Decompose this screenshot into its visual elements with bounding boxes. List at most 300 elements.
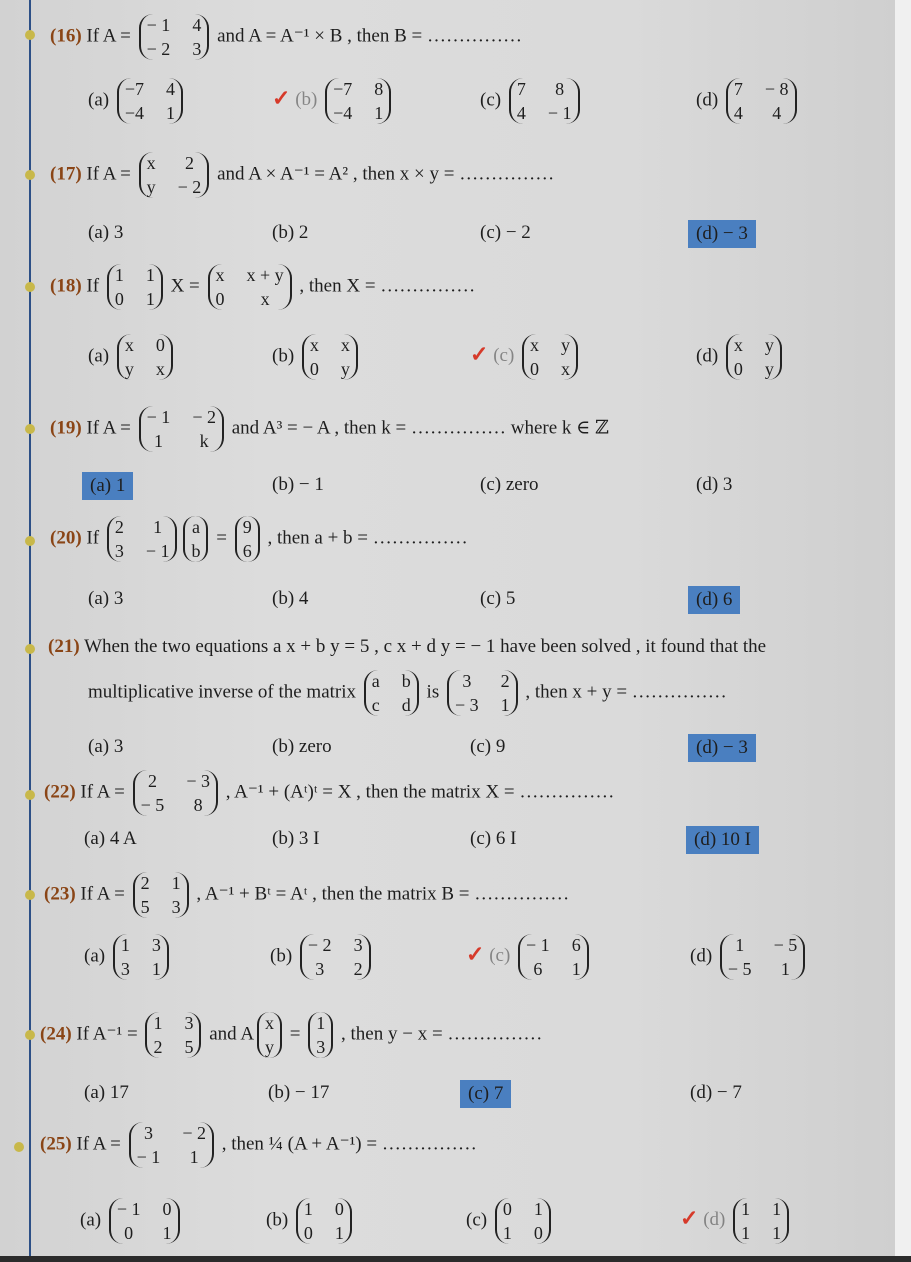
- matrix-entry: 4: [166, 79, 175, 99]
- matrix-entry: 4: [772, 103, 782, 123]
- matrix-entry: 3: [120, 959, 130, 979]
- matrix-entry: 3: [353, 935, 363, 955]
- matrix-entry: y: [340, 359, 350, 379]
- check-mark-icon: ✓: [470, 341, 489, 367]
- matrix-entry: x: [309, 335, 319, 355]
- text: (c): [480, 474, 502, 495]
- option-matrix: [325, 78, 391, 124]
- bullet-icon: [25, 644, 35, 654]
- text: (24): [40, 1023, 72, 1045]
- option-a[interactable]: [84, 828, 137, 850]
- text: , A⁻¹ + Bᵗ = Aᵗ , then the matrix B = ……………: [196, 883, 570, 905]
- option-d-highlighted[interactable]: [688, 734, 756, 762]
- matrix-entry: − 1: [146, 407, 171, 427]
- text: 3: [113, 588, 124, 609]
- matrix-entry: 2: [140, 873, 150, 893]
- text: − 7: [716, 1082, 742, 1103]
- bullet-icon: [25, 790, 35, 800]
- question-stem: [40, 1012, 542, 1058]
- option-b[interactable]: [272, 736, 332, 758]
- matrix-entry: 1: [303, 1199, 313, 1219]
- option-matrix: [726, 334, 782, 380]
- option-a[interactable]: [80, 1198, 183, 1244]
- vector-constants: [235, 516, 260, 562]
- text: (d): [690, 945, 713, 967]
- matrix-entry: 2: [114, 517, 124, 537]
- matrix-a: [133, 770, 218, 816]
- option-c[interactable]: [470, 736, 505, 758]
- text: (d): [694, 829, 717, 850]
- text: (d): [696, 345, 719, 367]
- matrix-entry: 1: [741, 1223, 751, 1243]
- text: (b): [272, 222, 295, 243]
- question-stem: [50, 264, 475, 310]
- matrix-entry: 1: [533, 1199, 543, 1219]
- matrix-entry: 1: [780, 959, 790, 979]
- matrix-entry: − 5: [727, 959, 752, 979]
- matrix-entry: 1: [735, 935, 745, 955]
- matrix-entry: − 2: [307, 935, 332, 955]
- matrix-entry: 7: [733, 79, 743, 99]
- text: If A =: [80, 781, 125, 803]
- matrix-entry: 1: [145, 265, 155, 285]
- bullet-icon: [25, 424, 35, 434]
- matrix-entry: − 2: [192, 407, 216, 427]
- text: (b): [272, 474, 295, 495]
- matrix-entry: 3: [171, 897, 181, 917]
- text: (a): [90, 475, 112, 496]
- text: 4 A: [109, 828, 137, 849]
- matrix-entry: x: [155, 359, 165, 379]
- option-matrix: [296, 1198, 352, 1244]
- option-c[interactable]: [480, 474, 539, 496]
- text: 3: [722, 474, 733, 495]
- matrix-entry: 0: [334, 1199, 344, 1219]
- matrix-entry: − 2: [182, 1123, 206, 1143]
- matrix-entry: 6: [242, 541, 252, 561]
- option-c[interactable]: [470, 334, 581, 380]
- text: (a): [84, 1082, 106, 1103]
- matrix-entry: y: [764, 335, 774, 355]
- matrix-entry: 0: [309, 359, 319, 379]
- text: multiplicative inverse of the matrix: [88, 681, 357, 703]
- text: (d): [703, 1209, 726, 1231]
- matrix-entry: 1: [166, 103, 175, 123]
- matrix-entry: x + y: [246, 265, 284, 285]
- matrix-entry: − 1: [547, 103, 572, 123]
- matrix-entry: 8: [193, 795, 203, 815]
- question-stem: [50, 406, 609, 452]
- text: If A =: [86, 25, 131, 47]
- matrix-entry: 0: [303, 1223, 313, 1243]
- option-b[interactable]: [268, 1082, 329, 1104]
- matrix-entry: − 8: [764, 79, 789, 99]
- text: , then x + y = ……………: [525, 681, 727, 703]
- option-c[interactable]: [470, 828, 516, 850]
- vector-unknowns: [183, 516, 208, 562]
- text: 6: [722, 589, 733, 610]
- matrix-entry: 5: [184, 1037, 194, 1057]
- matrix-entry: 1: [114, 265, 124, 285]
- matrix-entry: 1: [145, 289, 155, 309]
- text: 4: [298, 588, 309, 609]
- option-d[interactable]: [696, 334, 785, 380]
- question-stem: [40, 1122, 477, 1168]
- option-matrix: [518, 934, 589, 980]
- option-b[interactable]: [272, 334, 361, 380]
- matrix-entry: 1: [171, 873, 181, 893]
- option-a[interactable]: [88, 334, 176, 380]
- text: and A³ = − A , then k = …………… where k ∈ ℤ: [231, 417, 609, 439]
- matrix-entry: 0: [533, 1223, 543, 1243]
- option-b[interactable]: [272, 588, 308, 610]
- matrix-inverse: [447, 670, 518, 716]
- matrix-entry: 3: [143, 1123, 153, 1143]
- matrix-entry: − 1: [145, 541, 170, 561]
- matrix-entry: −4: [124, 103, 144, 123]
- matrix-entry: x: [733, 335, 743, 355]
- option-matrix: [113, 934, 169, 980]
- matrix-entry: a: [191, 517, 200, 537]
- matrix-entry: 1: [316, 1013, 326, 1033]
- option-b[interactable]: [272, 78, 394, 124]
- text: (a): [84, 828, 106, 849]
- text: (16): [50, 25, 82, 47]
- page-edge: [895, 0, 911, 1262]
- question-stem: [50, 516, 468, 562]
- text: 5: [505, 588, 516, 609]
- matrix-entry: 1: [374, 103, 384, 123]
- text: (b): [272, 588, 295, 609]
- text: and A × A⁻¹ = A² , then x × y = ……………: [217, 163, 555, 185]
- text: zero: [505, 474, 539, 495]
- text: , then X = ……………: [299, 275, 476, 297]
- matrix-right: [208, 264, 292, 310]
- matrix-entry: 0: [215, 289, 225, 309]
- matrix-coeff: [107, 516, 178, 562]
- option-c[interactable]: [480, 78, 583, 124]
- option-a[interactable]: [84, 1082, 129, 1104]
- option-matrix: [726, 78, 797, 124]
- option-matrix: [117, 334, 173, 380]
- bullet-icon: [25, 282, 35, 292]
- matrix-entry: 2: [147, 771, 157, 791]
- matrix-entry: 3: [192, 39, 202, 59]
- text: If A⁻¹ =: [76, 1023, 138, 1045]
- option-c[interactable]: [466, 934, 592, 980]
- matrix-entry: 1: [120, 935, 130, 955]
- matrix-entry: 0: [162, 1199, 172, 1219]
- text: 2: [298, 222, 309, 243]
- text: − 3: [722, 737, 748, 758]
- matrix-entry: − 5: [140, 795, 165, 815]
- text: (d): [696, 223, 719, 244]
- matrix-entry: k: [199, 431, 209, 451]
- text: (20): [50, 527, 82, 549]
- matrix-entry: 1: [741, 1199, 751, 1219]
- matrix-entry: y: [146, 177, 156, 197]
- option-matrix: [300, 934, 371, 980]
- text: − 3: [722, 223, 748, 244]
- matrix-entry: − 2: [177, 177, 202, 197]
- matrix-entry: 5: [140, 897, 150, 917]
- matrix-entry: b: [401, 671, 411, 691]
- matrix-entry: − 2: [146, 39, 171, 59]
- matrix-entry: X =: [170, 275, 200, 297]
- text: 17: [109, 1082, 129, 1103]
- option-b[interactable]: [272, 474, 324, 496]
- matrix-entry: b: [191, 541, 201, 561]
- text: 1: [115, 475, 126, 496]
- matrix-entry: 0: [530, 359, 540, 379]
- option-d[interactable]: [680, 1198, 792, 1244]
- matrix-a: [139, 152, 210, 198]
- bullet-icon: [25, 536, 35, 546]
- option-b[interactable]: [272, 828, 319, 850]
- option-d[interactable]: [696, 474, 732, 496]
- matrix-entry: and A: [209, 1023, 255, 1045]
- text: If: [86, 275, 100, 297]
- option-c[interactable]: [466, 1198, 554, 1244]
- text: (c): [493, 345, 515, 367]
- text: (b): [268, 1082, 291, 1103]
- text: 6 I: [495, 828, 517, 849]
- option-c[interactable]: [480, 588, 515, 610]
- matrix-entry: y: [764, 359, 774, 379]
- option-a-highlighted[interactable]: [82, 472, 133, 500]
- matrix-entry: x: [561, 359, 571, 379]
- text: and A = A⁻¹ × B , then B = ……………: [217, 25, 522, 47]
- text: , A⁻¹ + (Aᵗ)ᵗ = X , then the matrix X = ……………: [225, 781, 615, 803]
- check-mark-icon: ✓: [272, 85, 291, 111]
- text: If: [86, 527, 100, 549]
- text: , then y − x = ……………: [341, 1023, 543, 1045]
- text: (a): [88, 222, 110, 243]
- question-stem-line1: [48, 636, 766, 658]
- text: (c): [468, 1083, 490, 1104]
- margin-rule: [29, 0, 31, 1262]
- text: (19): [50, 417, 82, 439]
- bullet-icon: [25, 170, 35, 180]
- matrix-entry: c: [371, 695, 380, 715]
- matrix-entry: 1: [500, 695, 510, 715]
- matrix-entry: 1: [153, 1013, 163, 1033]
- text: When the two equations a x + b y = 5 , c x + d y = − 1 have been solved , it found that the: [84, 636, 767, 657]
- matrix-entry: 0: [733, 359, 743, 379]
- matrix-entry: 2: [153, 1037, 163, 1057]
- matrix-entry: d: [401, 695, 411, 715]
- matrix-entry: y: [265, 1037, 275, 1057]
- text: (b): [272, 828, 295, 849]
- matrix-entry: − 5: [773, 935, 798, 955]
- bottom-edge: [0, 1256, 911, 1262]
- text: (a): [88, 588, 110, 609]
- matrix-entry: −7: [333, 79, 353, 99]
- matrix-entry: 0: [124, 1223, 134, 1243]
- matrix-entry: 0: [114, 289, 124, 309]
- text: (c): [470, 828, 492, 849]
- text: − 17: [294, 1082, 330, 1103]
- matrix-entry: 2: [353, 959, 363, 979]
- matrix-entry: 1: [571, 959, 581, 979]
- matrix-entry: 8: [555, 79, 565, 99]
- matrix-entry: 6: [533, 959, 543, 979]
- bullet-icon: [25, 890, 35, 900]
- matrix-entry: −4: [333, 103, 353, 123]
- matrix-entry: y: [124, 359, 134, 379]
- matrix-a: [133, 872, 189, 918]
- matrix-entry: 3: [316, 1037, 326, 1057]
- matrix-entry: 0: [155, 335, 165, 355]
- text: (d): [690, 1082, 713, 1103]
- matrix-entry: 1: [189, 1147, 199, 1167]
- option-d[interactable]: [690, 1082, 742, 1104]
- text: (18): [50, 275, 82, 297]
- matrix-entry: − 1: [136, 1147, 161, 1167]
- bullet-icon: [14, 1142, 24, 1152]
- option-b[interactable]: [270, 934, 374, 980]
- matrix-entry: 4: [516, 103, 526, 123]
- question-stem: [44, 872, 569, 918]
- text: (b): [272, 736, 295, 757]
- matrix-entry: − 3: [454, 695, 479, 715]
- matrix-entry: 1: [334, 1223, 344, 1243]
- text: If A =: [80, 883, 125, 905]
- option-matrix: [720, 934, 805, 980]
- question-stem-line2: [88, 670, 727, 716]
- matrix-entry: 7: [516, 79, 526, 99]
- matrix-entry: 6: [571, 935, 581, 955]
- option-matrix: [522, 334, 578, 380]
- option-c[interactable]: [480, 222, 531, 244]
- matrix-entry: 1: [153, 431, 163, 451]
- matrix-entry: y: [561, 335, 571, 355]
- matrix-left: [107, 264, 163, 310]
- option-matrix: [509, 78, 580, 124]
- text: (25): [40, 1133, 72, 1155]
- matrix-entry: 3: [184, 1013, 194, 1033]
- matrix-entry: − 1: [146, 15, 171, 35]
- text: (a): [80, 1209, 102, 1231]
- text: (21): [48, 636, 80, 657]
- option-d-highlighted[interactable]: [686, 826, 759, 854]
- matrix-entry: − 3: [186, 771, 210, 791]
- matrix-entry: 0: [502, 1199, 512, 1219]
- text: 3 I: [298, 828, 320, 849]
- option-matrix: [495, 1198, 551, 1244]
- matrix-entry: x: [265, 1013, 275, 1033]
- check-mark-icon: ✓: [680, 1205, 699, 1231]
- text: (a): [88, 736, 110, 757]
- text: 10 I: [720, 829, 751, 850]
- matrix-entry: x: [124, 335, 134, 355]
- matrix-inverse: [145, 1012, 201, 1058]
- matrix-entry: =: [216, 527, 227, 549]
- option-d-highlighted[interactable]: [688, 220, 756, 248]
- option-d[interactable]: [696, 78, 800, 124]
- option-b[interactable]: [272, 222, 308, 244]
- option-a[interactable]: [84, 934, 172, 980]
- option-a[interactable]: [88, 736, 123, 758]
- vector-unknowns: [257, 1012, 282, 1058]
- text: (b): [270, 945, 293, 967]
- matrix-entry: x: [340, 335, 350, 355]
- check-mark-icon: ✓: [466, 941, 485, 967]
- matrix-entry: x: [260, 289, 270, 309]
- matrix-entry: 1: [151, 959, 161, 979]
- text: 7: [493, 1083, 504, 1104]
- question-stem: [44, 770, 614, 816]
- text: (c): [470, 736, 492, 757]
- text: If A =: [86, 163, 131, 185]
- text: (c): [480, 588, 502, 609]
- matrix-entry: 3: [114, 541, 124, 561]
- text: is: [426, 681, 440, 703]
- question-stem: [50, 152, 554, 198]
- matrix-entry: 4: [733, 103, 743, 123]
- option-c-highlighted[interactable]: [460, 1080, 511, 1108]
- text: zero: [298, 736, 332, 757]
- text: (a): [88, 345, 110, 367]
- text: (17): [50, 163, 82, 185]
- text: − 2: [505, 222, 531, 243]
- option-a[interactable]: [88, 222, 123, 244]
- matrix-entry: 2: [500, 671, 510, 691]
- text: 9: [495, 736, 506, 757]
- option-d[interactable]: [690, 934, 808, 980]
- matrix-entry: 1: [153, 517, 163, 537]
- matrix-entry: 1: [162, 1223, 172, 1243]
- text: =: [289, 1023, 301, 1045]
- option-a[interactable]: [88, 588, 123, 610]
- text: (c): [480, 222, 502, 243]
- text: (b): [272, 345, 295, 367]
- matrix-coeff: [364, 670, 419, 716]
- option-a[interactable]: [88, 78, 186, 124]
- option-b[interactable]: [266, 1198, 355, 1244]
- vector-constants: [308, 1012, 333, 1058]
- text: , then ¼ (A + A⁻¹) = ……………: [221, 1133, 477, 1155]
- text: (d): [696, 589, 719, 610]
- matrix-entry: −7: [124, 79, 144, 99]
- matrix-entry: 1: [772, 1199, 782, 1219]
- text: (d): [696, 737, 719, 758]
- matrix-entry: − 1: [116, 1199, 141, 1219]
- matrix-entry: x: [215, 265, 225, 285]
- matrix-entry: 1: [502, 1223, 512, 1243]
- matrix-a: [139, 406, 224, 452]
- text: (c): [489, 945, 511, 967]
- bullet-icon: [25, 1030, 35, 1040]
- text: , then a + b = ……………: [267, 527, 468, 549]
- matrix-a: [129, 1122, 214, 1168]
- option-matrix: [117, 78, 183, 124]
- option-matrix: [302, 334, 358, 380]
- matrix-entry: 3: [315, 959, 325, 979]
- text: (b): [266, 1209, 289, 1231]
- matrix-entry: 4: [192, 15, 202, 35]
- bullet-icon: [25, 30, 35, 40]
- matrix-entry: a: [371, 671, 380, 691]
- text: − 1: [298, 474, 324, 495]
- text: (b): [295, 89, 318, 111]
- option-d-highlighted[interactable]: [688, 586, 740, 614]
- text: (23): [44, 883, 76, 905]
- text: 3: [113, 222, 124, 243]
- text: (d): [696, 474, 719, 495]
- text: (a): [84, 945, 106, 967]
- matrix-entry: − 1: [526, 935, 550, 955]
